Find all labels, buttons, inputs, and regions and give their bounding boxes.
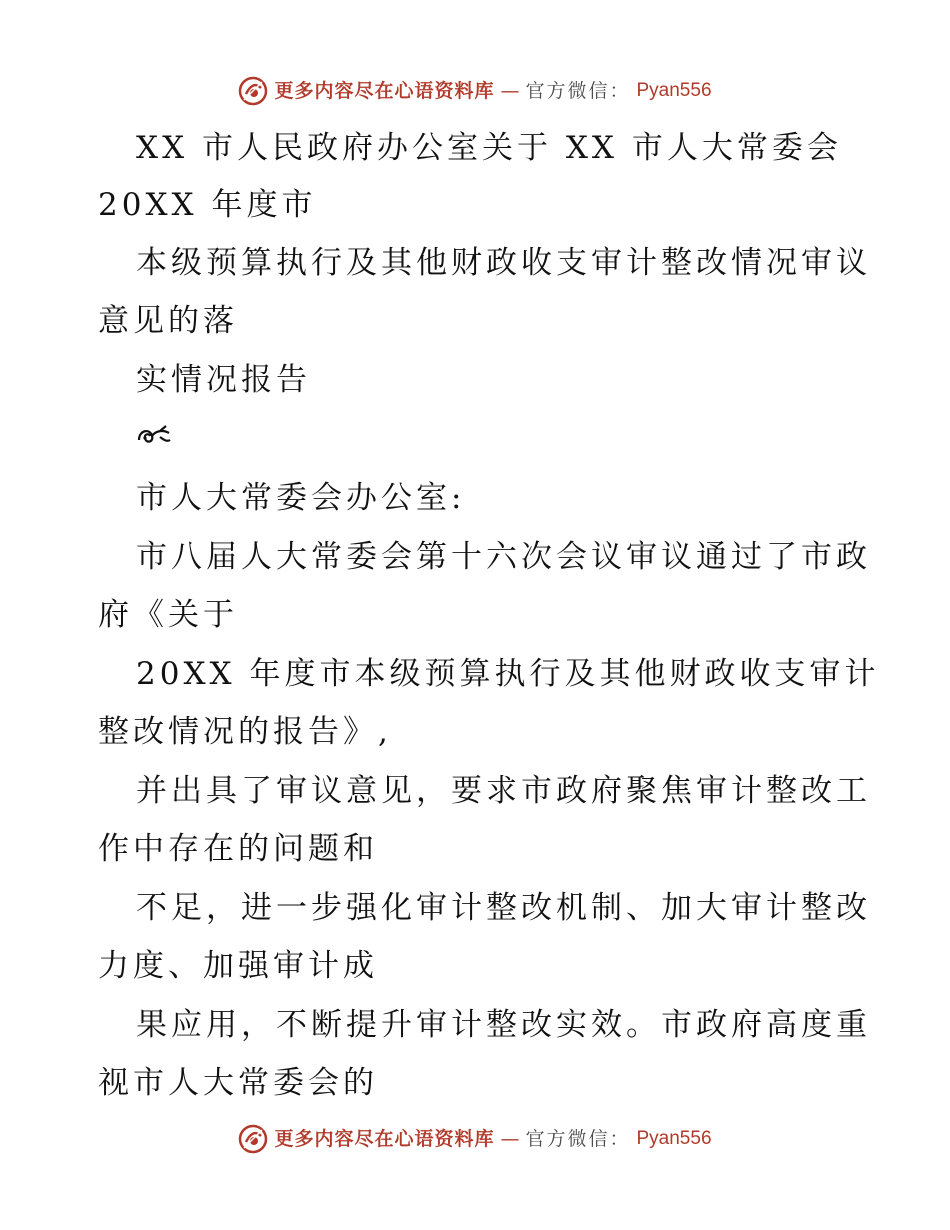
banner-main-text: 更多内容尽在心语资料库 xyxy=(274,1128,495,1150)
logo-seal-icon xyxy=(238,1124,268,1154)
header-banner xyxy=(0,76,950,106)
footer-banner xyxy=(0,1124,950,1154)
banner-wechat-id: Pyan556 xyxy=(636,80,712,101)
banner-wechat-label: 官方微信： xyxy=(525,1128,631,1150)
banner-wechat-label: 官方微信： xyxy=(525,80,631,102)
paragraph-line: 视市人大常委会的 xyxy=(98,1065,378,1101)
title-line-1: XX 市人民政府办公室关于 XX 市人大常委会 xyxy=(136,130,842,166)
banner-dash: — xyxy=(500,1128,520,1150)
title-line-2: 20XX 年度市 xyxy=(98,187,317,223)
banner-main-text: 更多内容尽在心语资料库 xyxy=(274,80,495,102)
paragraph-line: 府《关于 xyxy=(98,597,238,633)
paragraph-line: 作中存在的问题和 xyxy=(98,831,378,867)
logo-seal-icon xyxy=(238,76,268,106)
paragraph-line: 整改情况的报告》, xyxy=(98,714,392,750)
title-line-4: 意见的落 xyxy=(98,303,238,339)
title-line-3: 本级预算执行及其他财政收支审计整改情况审议 xyxy=(136,245,871,281)
paragraph-line: 并出具了审议意见，要求市政府聚焦审计整改工 xyxy=(136,773,871,809)
paragraph-line: 市八届人大常委会第十六次会议审议通过了市政 xyxy=(136,539,871,575)
paragraph-line: 力度、加强审计成 xyxy=(98,948,378,984)
banner-wechat-id: Pyan556 xyxy=(636,1128,712,1149)
salutation: 市人大常委会办公室: xyxy=(136,480,466,516)
paragraph-line: 不足，进一步强化审计整改机制、加大审计整改 xyxy=(136,890,871,926)
paragraph-line: 20XX 年度市本级预算执行及其他财政收支审计 xyxy=(136,656,880,692)
banner-dash: — xyxy=(500,80,520,102)
title-line-5: 实情况报告 xyxy=(136,362,311,398)
paragraph-line: 果应用，不断提升审计整改实效。市政府高度重 xyxy=(136,1007,871,1043)
decorative-swirl-icon xyxy=(136,420,172,450)
